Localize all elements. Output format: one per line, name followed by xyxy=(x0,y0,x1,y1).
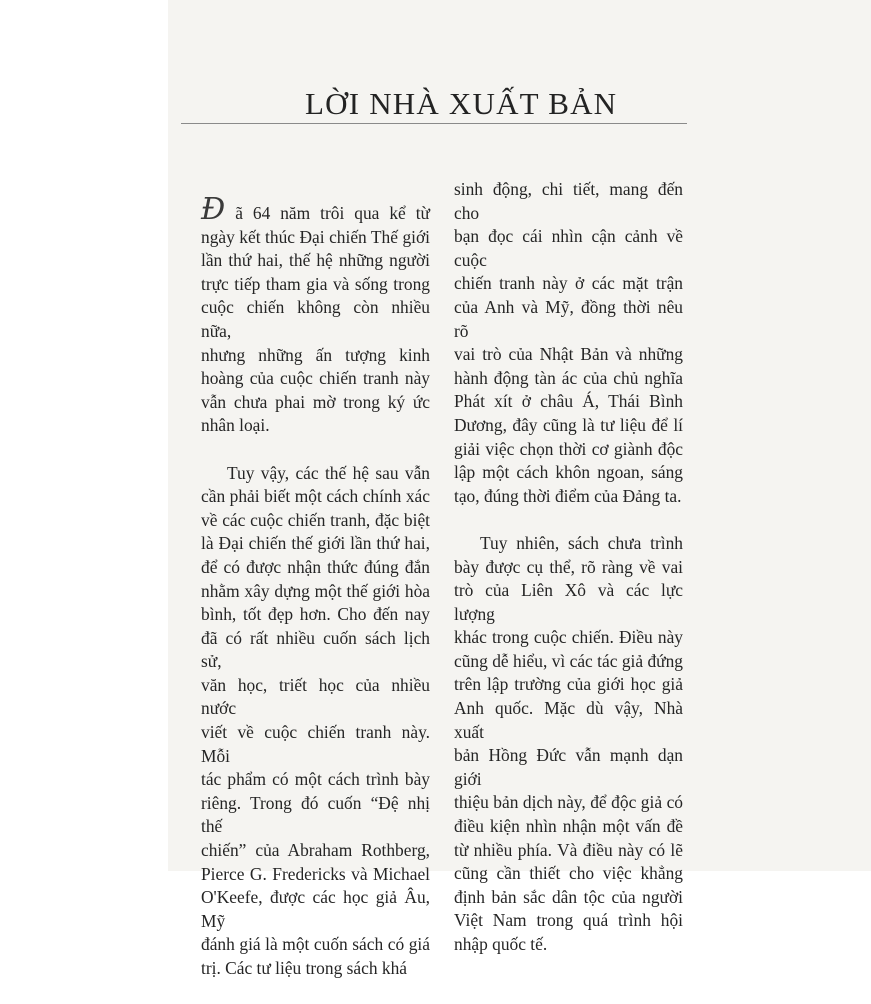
text-line: tác phẩm có một cách trình bày xyxy=(201,769,430,790)
text-line: bạn đọc cái nhìn cận cảnh về cuộc xyxy=(454,226,683,270)
text-line: riêng. Trong đó cuốn “Đệ nhị thế xyxy=(201,792,430,837)
text-line: trò của Liên Xô và các lực lượng xyxy=(454,580,683,624)
text-line: trực tiếp tham gia và sống trong xyxy=(201,273,430,294)
text-line: văn học, triết học của nhiều nước xyxy=(201,674,430,719)
text-line: giải việc chọn thời cơ giành độc xyxy=(454,438,683,459)
text-line: cũng dễ hiểu, vì các tác giả đứng xyxy=(454,650,683,671)
text-line: điều kiện nhìn nhận một vấn đề xyxy=(454,816,683,837)
text-line: nhập quốc tế. xyxy=(454,934,548,954)
text-line: hoàng của cuộc chiến tranh này xyxy=(201,368,430,389)
right-paragraph-2 xyxy=(454,532,683,957)
text-line: sinh động, chi tiết, mang đến cho xyxy=(454,179,683,223)
text-line: ngày kết thúc Đại chiến Thế giới xyxy=(201,226,430,247)
text-line: định bản sắc dân tộc của người xyxy=(454,886,683,907)
text-line: cần phải biết một cách chính xác xyxy=(201,486,430,507)
text-line: trị. Các tư liệu trong sách khá xyxy=(201,958,407,978)
text-line: Tuy nhiên, sách chưa trình xyxy=(480,532,683,553)
text-line: Pierce G. Fredericks và Michael xyxy=(201,863,430,884)
text-line: lập một cách khôn ngoan, sáng xyxy=(454,462,683,483)
text-line: nhân loại. xyxy=(201,415,270,436)
text-line: từ nhiều phía. Và điều này có lẽ xyxy=(454,839,683,860)
text-line: Việt Nam trong quá trình hội xyxy=(454,910,683,931)
text-line: Tuy vậy, các thế hệ sau vẫn xyxy=(227,462,430,483)
text-line: tạo, đúng thời điểm của Đảng ta. xyxy=(454,485,682,506)
text-line: lần thứ hai, thế hệ những người xyxy=(201,250,430,271)
text-line: khác trong cuộc chiến. Điều này xyxy=(454,627,683,648)
text-line: Phát xít ở châu Á, Thái Bình xyxy=(454,391,683,412)
text-line: viết về cuộc chiến tranh này. Mỗi xyxy=(201,722,430,766)
text-line: đánh giá là một cuốn sách có giá xyxy=(201,934,430,955)
text-line: vẫn chưa phai mờ trong ký ức xyxy=(201,391,430,412)
text-line: nhằm xây dựng một thế giới hòa xyxy=(201,580,430,601)
text-line: vai trò của Nhật Bản và những xyxy=(454,344,683,365)
drop-cap: Đ xyxy=(201,192,226,227)
text-line: trên lập trường của giới học giả xyxy=(454,674,683,695)
text-line: cuộc chiến không còn nhiều nữa, xyxy=(201,297,430,341)
text-line: Dương, đây cũng là tư liệu để lí xyxy=(454,414,683,435)
left-paragraph-1 xyxy=(201,192,430,438)
left-paragraph-2 xyxy=(201,462,430,981)
text-line: bản Hồng Đức vẫn mạnh dạn giới xyxy=(454,745,683,789)
text-line: chiến tranh này ở các mặt trận xyxy=(454,273,683,294)
page-title: LỜI NHÀ XUẤT BẢN xyxy=(305,86,618,121)
text-line: là Đại chiến thế giới lần thứ hai, xyxy=(201,533,430,554)
text-line: để có được nhận thức đúng đắn xyxy=(201,556,430,577)
text-line: nhưng những ấn tượng kinh xyxy=(201,344,430,365)
text-line: cũng cần thiết cho việc khẳng xyxy=(454,863,683,884)
text-line: của Anh và Mỹ, đồng thời nêu rõ xyxy=(454,296,683,341)
text-line: thiệu bản dịch này, để độc giả có xyxy=(454,792,683,813)
text-line: về các cuộc chiến tranh, đặc biệt xyxy=(201,509,430,530)
left-column xyxy=(201,192,430,1004)
text-line: hành động tàn ác của chủ nghĩa xyxy=(454,367,683,388)
text-line: chiến” của Abraham Rothberg, xyxy=(201,840,430,861)
text-line: O'Keefe, được các học giả Âu, Mỹ xyxy=(201,887,430,931)
text-line: bày được cụ thể, rõ ràng về vai xyxy=(454,556,683,577)
text-line: đã có rất nhiều cuốn sách lịch sử, xyxy=(201,627,430,672)
right-column xyxy=(454,178,683,980)
text-line: bình, tốt đẹp hơn. Cho đến nay xyxy=(201,604,430,625)
text-line: ã 64 năm trôi qua kể từ xyxy=(235,203,430,223)
text-line: Anh quốc. Mặc dù vậy, Nhà xuất xyxy=(454,698,683,742)
title-divider xyxy=(181,123,687,124)
right-paragraph-1 xyxy=(454,178,683,508)
